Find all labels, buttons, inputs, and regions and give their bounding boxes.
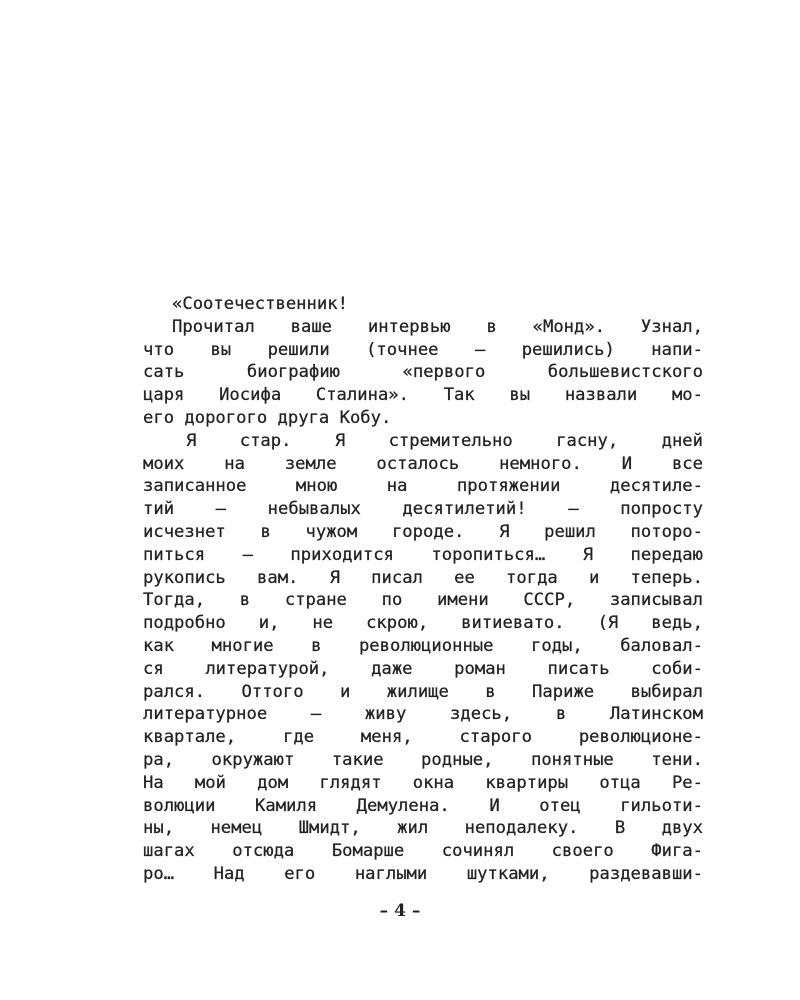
text-line: тий — небывалых десятилетий! — попросту [143,499,703,520]
text-line: ра, окружают такие родные, понятные тени. [143,749,703,770]
text-line: ся литературой, даже роман писать соби- [143,658,703,679]
text-line: как многие в революционные годы, баловал- [143,635,703,656]
text-line: ро… Над его наглыми шутками, раздевавши- [143,863,703,884]
text-line: моих на земле осталось немного. И все [143,453,703,474]
text-line: царя Иосифа Сталина». Так вы назвали мо- [143,385,703,406]
text-line: сать биографию «первого большевистского [143,362,703,383]
text-line: Я стар. Я стремительно гасну, дней [186,430,703,451]
text-line: его дорогого друга Кобу. [143,407,392,428]
text-line: На мой дом глядят окна квартиры отца Ре- [143,772,703,793]
text-line: шагах отсюда Бомарше сочинял своего Фига- [143,841,703,862]
text-line: «Соотечественник! [172,294,348,314]
text-line: рукопись вам. Я писал ее тогда и теперь. [143,567,703,588]
text-line: ны, немец Шмидт, жил неподалеку. В двух [143,818,703,839]
text-line: квартале, где меня, старого революционе- [143,727,703,748]
text-line: Тогда, в стране по имени СССР, записывал [143,590,703,611]
text-line: что вы решили (точнее — решились) напи- [143,339,703,360]
text-line: записанное мною на протяжении десятиле- [143,476,703,497]
text-line: рался. Оттого и жилище в Париже выбирал [143,681,703,702]
text-line: питься — приходится торопиться… Я передаю [143,544,703,565]
text-line: литературное — живу здесь, в Латинском [143,704,703,725]
text-line: Прочитал ваше интервью в «Монд». Узнал, [172,316,703,337]
page-number: – 4 – [379,901,421,921]
text-line: подробно и, не скрою, витиевато. (Я ведь, [143,613,703,634]
body-text [143,293,703,886]
text-line: волюции Камиля Демулена. И отец гильоти- [143,795,703,816]
text-line: исчезнет в чужом городе. Я решил поторо- [143,521,703,542]
